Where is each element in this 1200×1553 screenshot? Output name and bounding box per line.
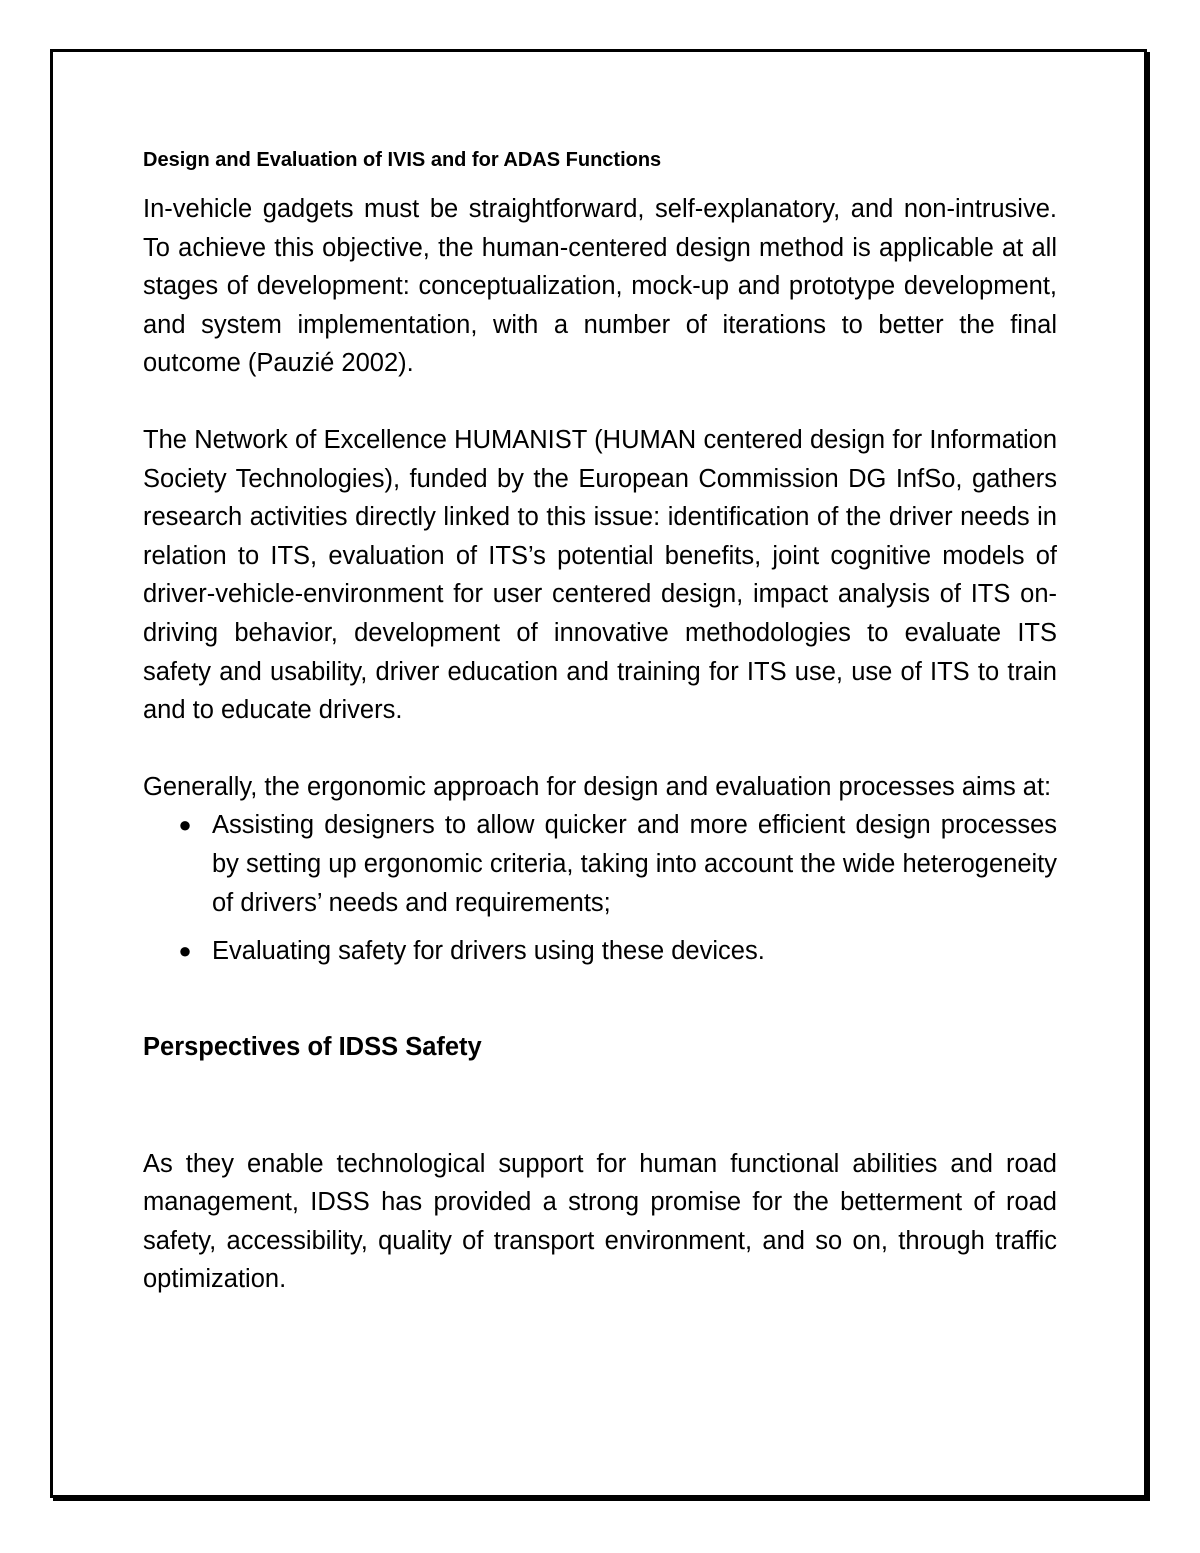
bullet-icon: ● [178, 812, 192, 838]
section-heading-idss-safety: Perspectives of IDSS Safety [143, 1032, 482, 1061]
section-heading-ivis-adas: Design and Evaluation of IVIS and for ADAS Functions [143, 149, 662, 171]
bullet-icon: ● [178, 938, 192, 964]
paragraph-humanist-network: The Network of Excellence HUMANIST (HUMAN centered design for Information Society Technologies), funded by the European Commission DG InfSo, gathers research activities directly linked to this issue: identification of the driver needs in relation to ITS, evaluation of ITS’s potential benefits, joint cognitive models of driver-vehicle-environment for user centered design, impact analysis of ITS on-driving behavior, development of innovative methodologies to evaluate ITS safety and usability, driver education and training for ITS use, use of ITS to train and to educate drivers. [143, 425, 1057, 725]
list-item [143, 932, 1057, 971]
paragraph-ergonomic-approach: Generally, the ergonomic approach for design and evaluation processes aims at: [143, 772, 1052, 801]
list-item-text: Evaluating safety for drivers using these devices. [212, 937, 765, 966]
paragraph-in-vehicle-gadgets: In-vehicle gadgets must be straightforward, self-explanatory, and non-intrusive. To achieve this objective, the human-centered design method is applicable at all stages of development: conceptualization, mock-up and prototype development, and system implementation, with a number of iterations to better the final outcome (Pauzié 2002). [143, 195, 1057, 378]
ergonomic-aims-list [143, 806, 1057, 970]
list-item-text: Assisting designers to allow quicker and more efficient design processes by setting up ergonomic criteria, taking into account the wide heterogeneity of drivers’ needs and requirements; [212, 811, 1057, 917]
paragraph-idss-promise: As they enable technological support for human functional abilities and road management, IDSS has provided a strong promise for the betterment of road safety, accessibility, quality of transport environment, and so on, through traffic optimization. [143, 1149, 1057, 1294]
document-body [143, 140, 1057, 1299]
list-item [143, 806, 1057, 922]
